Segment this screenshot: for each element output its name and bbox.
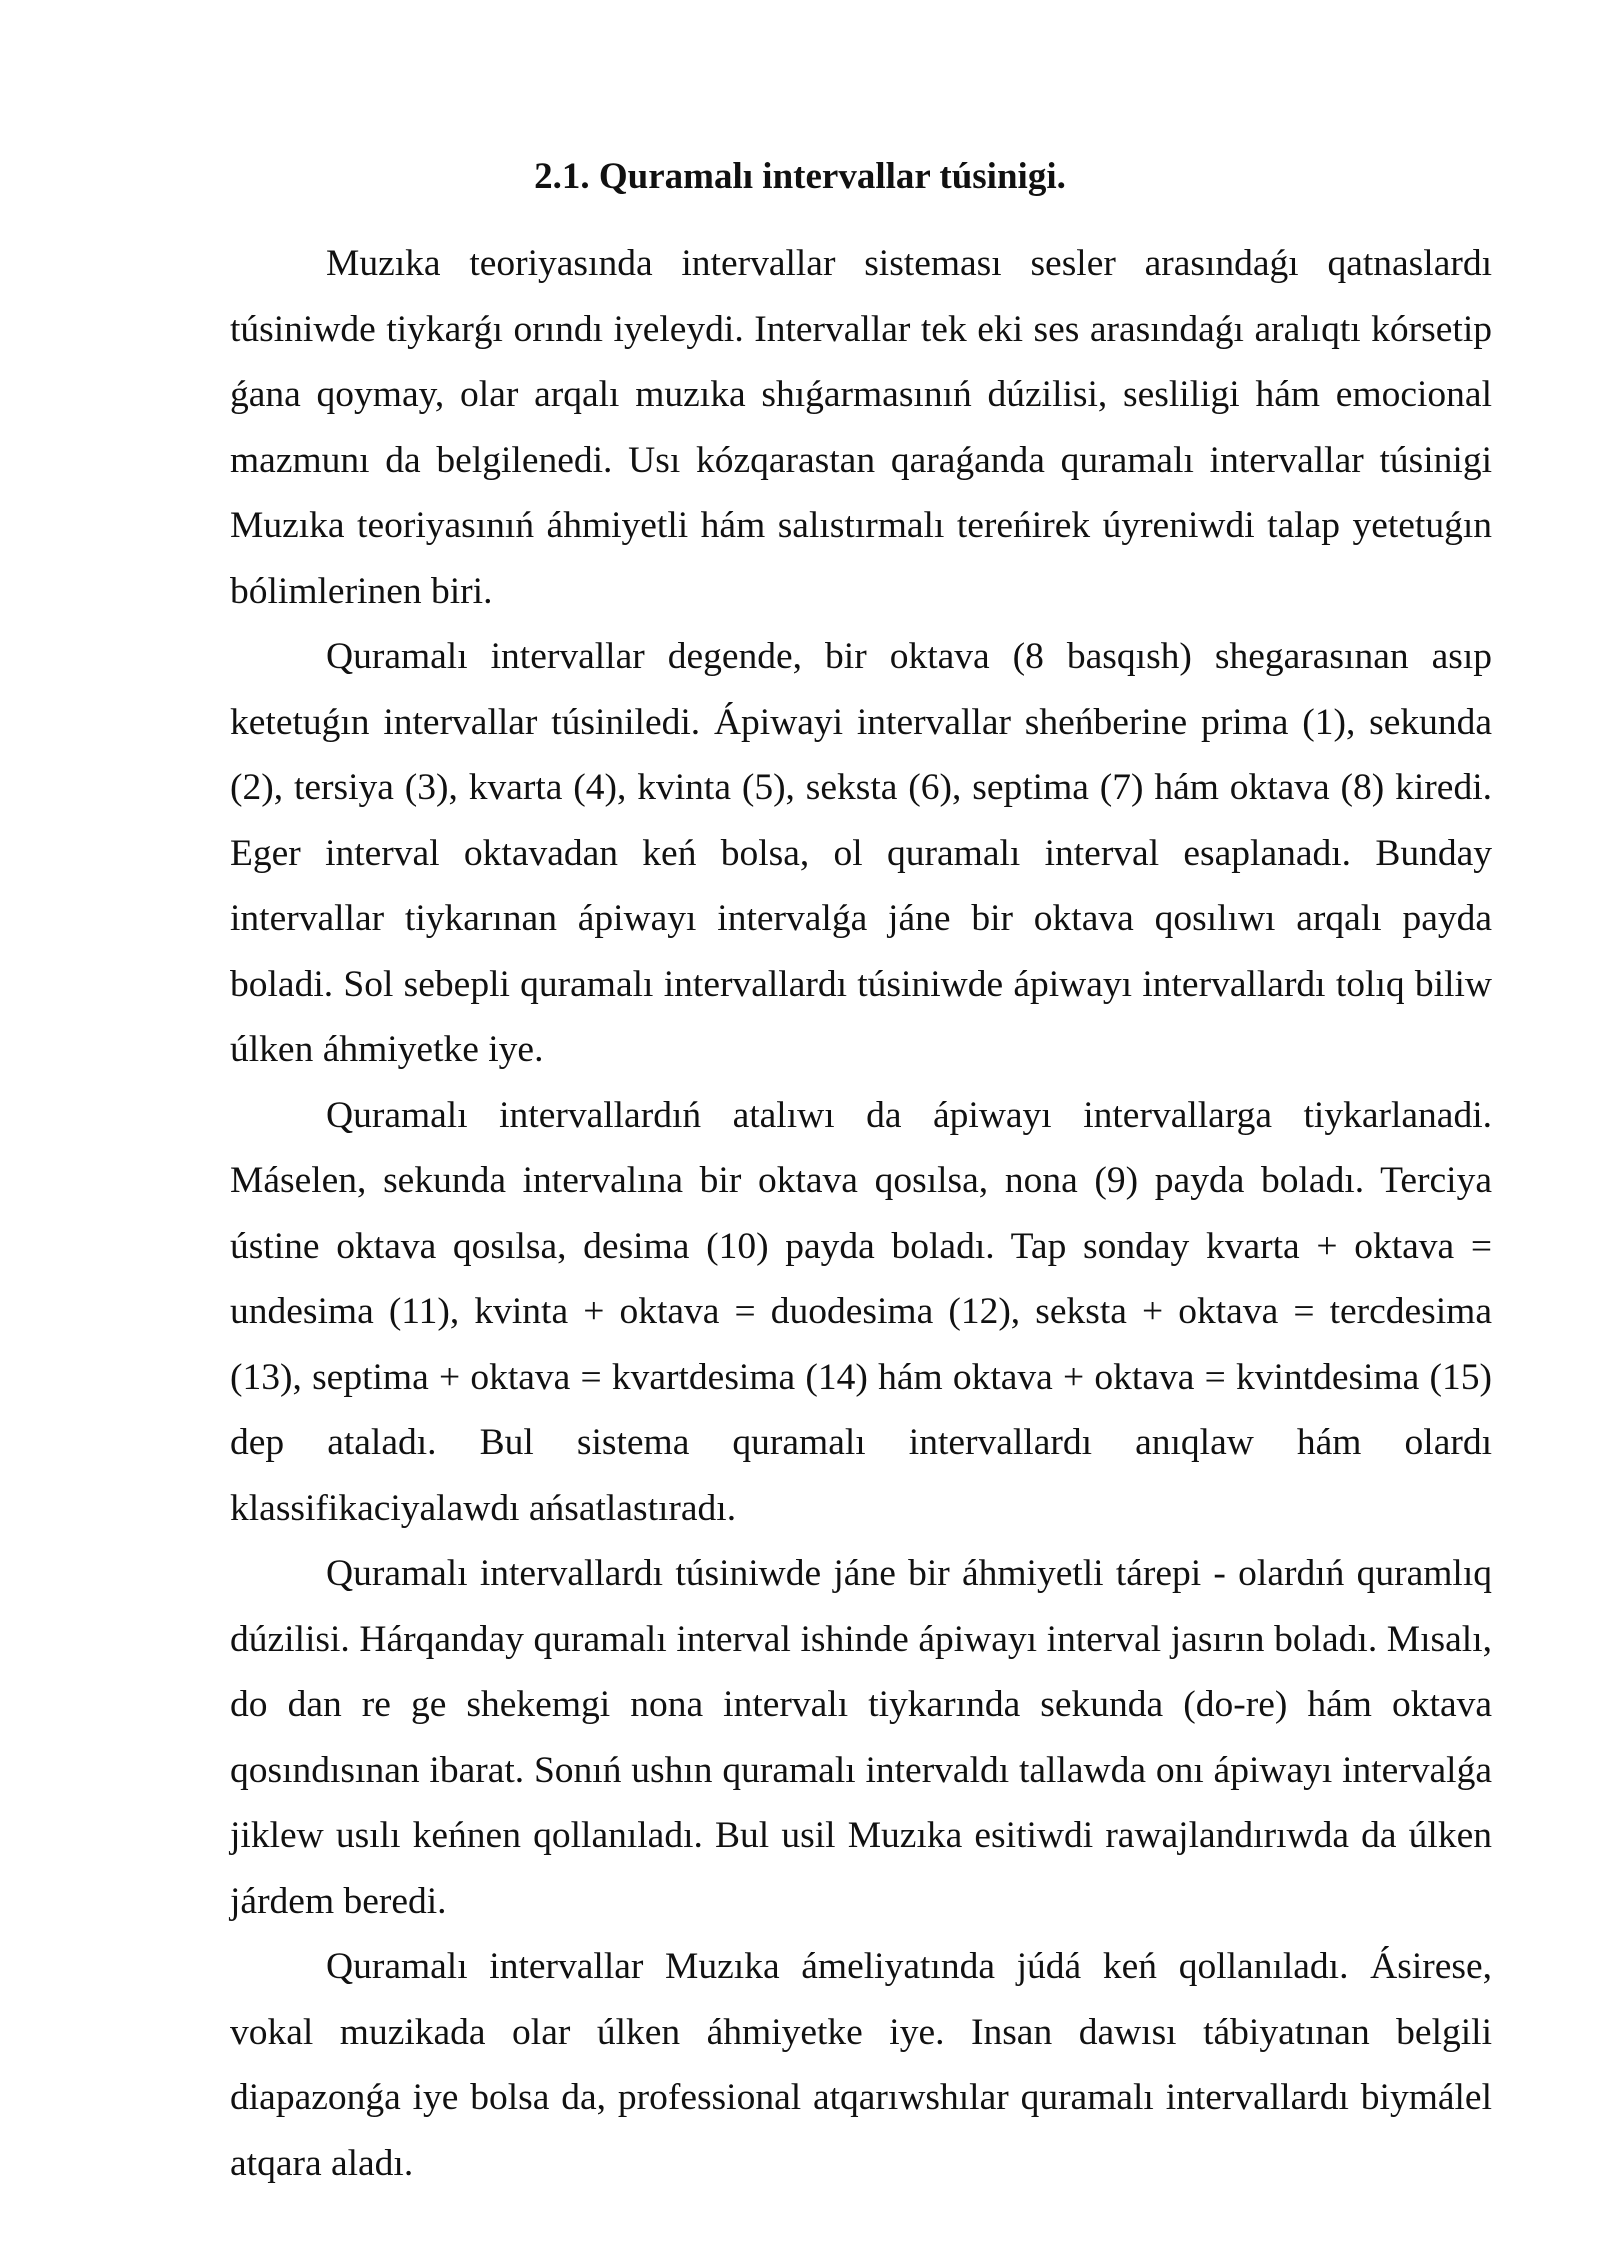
paragraph-5: Quramalı intervallar Muzıka ámeliyatında júdá keń qollanıladı. Ásirese, vokal muzikada olar úlken áhmiyetke iye. Insan dawısı tábiyatınan belgili diapazonǵa iye bolsa da, professional atqarıwshılar quramalı intervallardı biymálel atqara aladı. [230,1946,1492,2184]
paragraph-3: Quramalı intervallardıń atalıwı da ápiwayı intervallarga tiykarlanadi. Máselen, sekunda intervalına bir oktava qosılsa, nona (9) payda boladı. Terciya ústine oktava qosılsa, desima (10) payda boladı. Tap sonday kvarta + oktava = undesima (11), kvinta + oktava = duodesima (12), seksta + oktava = tercdesima (13), septima + oktava = kvartdesima (14) hám oktava + oktava = kvintdesima (15) dep ataladı. Bul sistema quramalı intervallardı anıqlaw hám olardı klassifikaciyalawdı ańsatlastıradı. [230,1094,1492,1529]
paragraph-1: Muzıka teoriyasında intervallar sisteması sesler arasındaǵı qatnaslardı túsiniwde tiykarǵı orındı iyeleydi. Intervallar tek eki ses arasındaǵı aralıqtı kórsetip ǵana qoymay, olar arqalı muzıka shıǵarmasınıń dúzilisi, sesliligi hám emocional mazmunı da belgilenedi. Usı kózqarastan qaraǵanda quramalı intervallar túsinigi Muzıka teoriyasınıń áhmiyetli hám salıstırmalı tereńirek úyreniwdi talap yetetuǵın bólimlerinen biri. [230,243,1492,612]
body-text [230,231,1492,2196]
section-heading: 2.1. Quramalı intervallar túsinigi. [534,156,1066,197]
paragraph-2: Quramalı intervallar degende, bir oktava (8 basqısh) shegarasınan asıp ketetuǵın intervallar túsiniledi. Ápiwayi intervallar sheńberine prima (1), sekunda (2), tersiya (3), kvarta (4), kvinta (5), seksta (6), septima (7) hám oktava (8) kiredi. Eger interval oktavadan keń bolsa, ol quramalı interval esaplanadı. Bunday intervallar tiykarınan ápiwayı intervalǵa jáne bir oktava qosılıwı arqalı payda boladi. Sol sebepli quramalı intervallardı túsiniwde ápiwayı intervallardı tolıq biliw úlken áhmiyetke iye. [230,636,1492,1070]
paragraph-4: Quramalı intervallardı túsiniwde jáne bir áhmiyetli tárepi - olardıń quramlıq dúzilisi. Hárqanday quramalı interval ishinde ápiwayı interval jasırın boladı. Mısalı, do dan re ge shekemgi nona intervalı tiykarında sekunda (do-re) hám oktava qosındısınan ibarat. Sonıń ushın quramalı intervaldı tallawda onı ápiwayı intervalǵa jiklew usılı keńnen qollanıladı. Bul usil Muzıka esitiwdi rawajlandırıwda da úlken járdem beredi. [230,1553,1492,1922]
